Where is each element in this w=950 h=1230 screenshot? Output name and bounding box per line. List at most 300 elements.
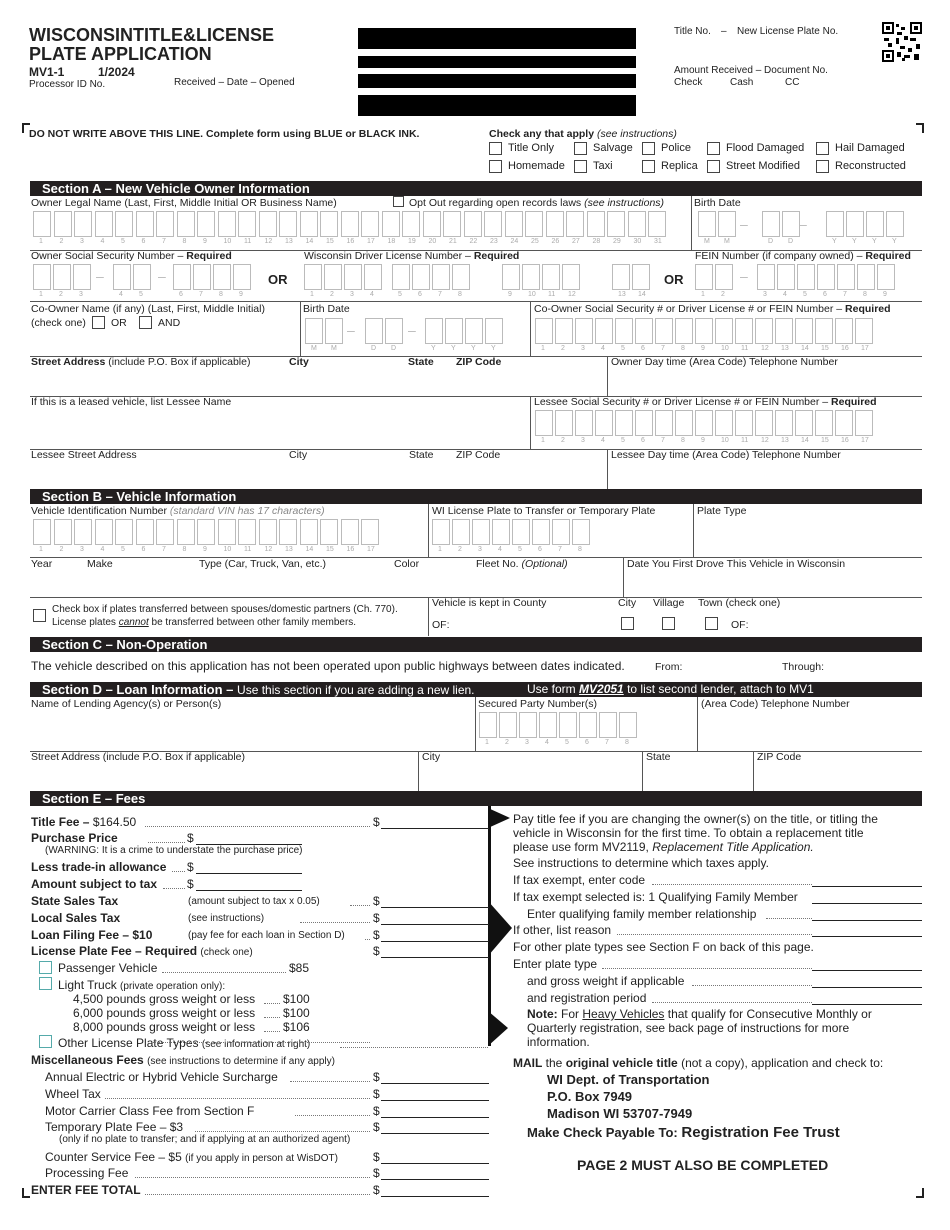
char-box-number: 6 [179,291,183,298]
char-box[interactable] [797,264,815,290]
fee-entry-line[interactable] [381,1196,489,1197]
char-box[interactable] [320,519,338,545]
fee-entry-line[interactable] [812,903,922,904]
electric-surcharge-label: Annual Electric or Hybrid Vehicle Surcharge [45,1070,278,1084]
non-operation-text: The vehicle described on this application has not been operated upon public highways between dates indicated. [31,659,625,673]
char-box[interactable] [279,519,297,545]
char-box-number: 4 [370,291,374,298]
char-box-number: 8 [863,291,867,298]
char-box[interactable] [305,318,323,344]
char-box[interactable] [320,211,338,237]
char-box[interactable] [815,318,833,344]
dollar-sign: $ [373,1120,380,1134]
char-box-number: 4 [601,345,605,352]
other-plate-note: (see information at right) [201,1039,311,1050]
char-box[interactable] [635,410,653,436]
char-box[interactable] [213,264,231,290]
fee-entry-line[interactable] [381,828,489,829]
char-box[interactable] [555,410,573,436]
fee-entry-line[interactable] [812,970,922,971]
coowner-or-checkbox[interactable] [92,316,105,329]
char-box[interactable] [177,211,195,237]
vin-label: Vehicle Identification Number [31,505,167,517]
char-box[interactable] [432,264,450,290]
fee-entry-line[interactable] [196,844,302,845]
char-box[interactable] [695,318,713,344]
char-box[interactable] [519,712,537,738]
char-box[interactable] [173,264,191,290]
town-option-label: Town [698,597,723,609]
dollar-sign: $ [373,1070,380,1084]
char-box[interactable] [432,519,450,545]
fee-entry-line[interactable] [812,1004,922,1005]
note-label: Note: [527,1007,558,1021]
town-checkbox[interactable] [705,617,718,630]
char-box[interactable] [539,712,557,738]
char-box-number: 6 [141,546,146,553]
mv2051-link[interactable]: MV2051 [579,682,624,696]
option-checkbox[interactable] [707,160,720,173]
dotted-leader [340,1047,488,1048]
char-box[interactable] [782,211,800,237]
light-truck-note: (private operation only): [120,981,226,992]
char-box[interactable] [156,211,174,237]
separator-dash: – [96,268,104,284]
option-checkbox[interactable] [642,142,655,155]
fee-entry-line[interactable] [812,987,922,988]
address-line3: Madison WI 53707-7949 [547,1106,693,1121]
char-box[interactable] [136,211,154,237]
char-box-number: 5 [139,291,143,298]
lessee-ssn-required: Required [831,396,877,408]
fee-entry-line[interactable] [381,924,489,925]
county-label: Vehicle is kept in County [432,597,547,609]
mail-rest: (not a copy), application and check to: [681,1056,884,1070]
char-box[interactable] [575,318,593,344]
amount-subject-label: Amount subject to tax [31,877,158,891]
amount-received-label: Amount Received – Document No. [674,65,828,76]
fee-entry-line[interactable] [381,907,489,908]
char-box-number: 10 [223,238,232,245]
char-box-number: 17 [367,546,375,553]
char-box-number: 6 [538,546,542,553]
char-box-number: 7 [843,291,847,298]
char-box[interactable] [795,318,813,344]
char-box[interactable] [218,211,236,237]
char-box[interactable] [54,519,72,545]
char-box[interactable] [344,264,362,290]
fee-entry-line[interactable] [196,873,302,874]
char-box[interactable] [156,519,174,545]
char-box[interactable] [193,264,211,290]
char-box[interactable] [648,211,666,237]
vin-note: (standard VIN has 17 characters) [169,505,325,517]
note-c: Quarterly registration, see back page of instructions for more [527,1021,850,1035]
char-box[interactable] [587,211,605,237]
char-box[interactable] [74,519,92,545]
char-box-number: 7 [199,291,203,298]
dotted-leader [652,884,812,885]
char-box[interactable] [777,264,795,290]
char-box[interactable] [607,211,625,237]
char-box[interactable] [382,211,400,237]
char-box-number: 4 [498,546,502,553]
char-box[interactable] [628,211,646,237]
address-line2: P.O. Box 7949 [547,1089,633,1104]
char-box[interactable] [835,410,853,436]
char-box[interactable] [555,318,573,344]
char-box[interactable] [472,519,490,545]
option-checkbox[interactable] [816,142,829,155]
char-box[interactable] [238,519,256,545]
option-checkbox[interactable] [489,142,502,155]
option-checkbox[interactable] [816,160,829,173]
dotted-leader [602,968,812,969]
char-box[interactable] [595,410,613,436]
char-box-number: 25 [531,238,539,245]
misc-fees-label: Miscellaneous Fees [31,1053,144,1067]
fee-entry-line[interactable] [812,936,922,937]
other-reason-label: If other, list reason [513,923,612,937]
fee-entry-line[interactable] [812,920,922,921]
char-box[interactable] [698,211,716,237]
char-box[interactable] [259,519,277,545]
fee-entry-line[interactable] [381,1083,489,1084]
char-box[interactable] [632,264,650,290]
char-box[interactable] [499,712,517,738]
char-box-number: 31 [654,238,662,245]
char-box[interactable] [755,410,773,436]
char-box[interactable] [53,264,71,290]
char-box[interactable] [619,712,637,738]
char-box[interactable] [532,519,550,545]
char-box[interactable] [136,519,154,545]
char-box[interactable] [817,264,835,290]
fee-entry-line[interactable] [381,957,489,958]
other-plate-checkbox[interactable] [39,1035,52,1048]
fee-entry-line[interactable] [381,941,489,942]
char-box[interactable] [95,519,113,545]
char-box[interactable] [385,318,403,344]
option-label: Salvage [593,142,633,154]
fleet-label: Fleet No. [476,558,519,570]
char-box[interactable] [300,211,318,237]
or-label: OR [664,272,684,287]
char-box[interactable] [755,318,773,344]
char-box-number: 1 [485,739,489,746]
village-checkbox[interactable] [662,617,675,630]
char-box[interactable] [115,519,133,545]
char-box[interactable] [579,712,597,738]
char-box[interactable] [655,318,673,344]
char-box[interactable] [452,519,470,545]
dollar-sign: $ [373,928,380,942]
char-box[interactable] [595,318,613,344]
dollar-sign: $ [373,1087,380,1101]
lessee-city-label: City [289,449,308,461]
char-box[interactable] [361,211,379,237]
char-box[interactable] [718,211,736,237]
char-box[interactable] [775,318,793,344]
char-box[interactable] [857,264,875,290]
char-box-number: Y [892,238,897,245]
separator-dash: – [740,268,748,284]
char-box[interactable] [464,211,482,237]
char-box[interactable] [522,264,540,290]
char-box[interactable] [599,712,617,738]
char-box-number: Y [471,345,476,352]
char-box[interactable] [485,318,503,344]
right-p1c: please use form MV2119, [513,840,649,854]
char-box[interactable] [341,211,359,237]
char-box[interactable] [715,410,733,436]
char-box[interactable] [562,264,580,290]
char-box-number: 3 [581,437,585,444]
vehicle-type-label: Type (Car, Truck, Van, etc.) [199,558,327,570]
char-box[interactable] [612,264,630,290]
char-box[interactable] [535,318,553,344]
tax-exempt-code-label: If tax exempt, enter code [513,873,646,887]
char-box[interactable] [635,318,653,344]
title-fee-amount: $164.50 [92,815,137,829]
char-box-number: 3 [525,739,529,746]
char-box[interactable] [566,211,584,237]
option-checkbox[interactable] [574,142,587,155]
char-box[interactable] [615,410,633,436]
dotted-leader [692,985,812,986]
char-box-number: 19 [408,238,416,245]
char-box[interactable] [33,211,51,237]
char-box[interactable] [835,318,853,344]
char-box[interactable] [855,318,873,344]
char-box[interactable] [795,410,813,436]
counter-fee-label: Counter Service Fee – $5 [45,1150,182,1164]
opt-out-note: (see instructions) [584,197,665,209]
char-box[interactable] [304,264,322,290]
char-box[interactable] [855,410,873,436]
passenger-amount: $85 [289,961,310,975]
char-box-number: D [371,345,377,352]
right-p2: See instructions to determine which taxes apply. [513,856,769,870]
char-box[interactable] [866,211,884,237]
right-p1c-italic: Replacement Title Application. [652,840,814,854]
char-box-number: 1 [438,546,442,553]
char-box[interactable] [259,211,277,237]
char-box-number: 2 [330,291,334,298]
char-box[interactable] [445,318,463,344]
char-box[interactable] [33,264,51,290]
char-box[interactable] [197,519,215,545]
char-box[interactable] [73,264,91,290]
dollar-sign: $ [373,1104,380,1118]
char-box[interactable] [615,318,633,344]
char-box-number: 8 [458,291,462,298]
char-box[interactable] [735,318,753,344]
char-box[interactable] [826,211,844,237]
city-option-label: City [618,597,637,609]
spouse-transfer-checkbox[interactable] [33,609,46,622]
char-box[interactable] [361,519,379,545]
char-box[interactable] [525,211,543,237]
light-truck-label: Light Truck [58,978,117,992]
fee-entry-line[interactable] [812,886,922,887]
fee-entry-line[interactable] [381,1163,489,1164]
char-box[interactable] [762,211,780,237]
town-of-label: OF: [731,619,749,631]
dotted-leader [135,1177,370,1178]
char-box[interactable] [74,211,92,237]
fee-entry-line[interactable] [381,1117,489,1118]
char-box[interactable] [402,211,420,237]
dollar-sign: $ [373,815,380,829]
char-box[interactable] [325,318,343,344]
coowner-and-checkbox[interactable] [139,316,152,329]
char-box[interactable] [572,519,590,545]
char-box[interactable] [197,211,215,237]
char-box-number: 9 [701,345,705,352]
char-box[interactable] [341,519,359,545]
use-form-label: Use form [527,682,576,696]
char-box[interactable] [133,264,151,290]
dollar-sign: $ [373,1150,380,1164]
note-a: For [561,1007,580,1021]
char-box-number: 4 [783,291,787,298]
char-box[interactable] [552,519,570,545]
char-box-number: 8 [681,345,685,352]
city-checkbox[interactable] [621,617,634,630]
char-box[interactable] [113,264,131,290]
passenger-checkbox[interactable] [39,961,52,974]
light-truck-checkbox[interactable] [39,977,52,990]
dotted-leader [195,1131,370,1132]
char-box[interactable] [886,211,904,237]
section-d-subtitle: Use this section if you are adding a new lien. [237,683,475,697]
char-box-number: 6 [585,739,589,746]
char-box[interactable] [715,264,733,290]
char-box-number: 8 [219,291,223,298]
char-box[interactable] [425,318,443,344]
wheel-tax-label: Wheel Tax [45,1087,101,1101]
option-checkbox[interactable] [574,160,587,173]
fee-entry-line[interactable] [381,1133,489,1134]
dotted-leader [264,1031,280,1032]
char-box[interactable] [365,318,383,344]
char-box-number: 20 [428,238,437,245]
char-box[interactable] [675,410,693,436]
form-date: 1/2024 [98,65,135,79]
char-box[interactable] [492,519,510,545]
option-checkbox[interactable] [707,142,720,155]
char-box[interactable] [535,410,553,436]
char-box[interactable] [324,264,342,290]
char-box[interactable] [95,211,113,237]
char-box[interactable] [443,211,461,237]
address-line1: WI Dept. of Transportation [547,1072,710,1087]
char-box[interactable] [484,211,502,237]
char-box[interactable] [364,264,382,290]
char-box[interactable] [512,519,530,545]
char-box[interactable] [505,211,523,237]
coowner-and-label: AND [158,317,181,329]
char-box[interactable] [837,264,855,290]
char-box[interactable] [392,264,410,290]
option-checkbox[interactable] [642,160,655,173]
char-box[interactable] [695,410,713,436]
fee-entry-line[interactable] [381,1179,489,1180]
dotted-leader [617,934,812,935]
char-box[interactable] [238,211,256,237]
char-box[interactable] [546,211,564,237]
corner-mark [916,123,924,133]
char-box-number: 1 [39,291,43,298]
char-box-number: 16 [841,345,849,352]
char-box[interactable] [846,211,864,237]
char-box[interactable] [412,264,430,290]
char-box-number: 5 [398,291,402,298]
char-box[interactable] [177,519,195,545]
char-box[interactable] [279,211,297,237]
char-box-number: 3 [763,291,767,298]
char-box-number: 13 [781,345,789,352]
option-label: Taxi [593,160,613,172]
char-box[interactable] [218,519,236,545]
char-box[interactable] [33,519,51,545]
char-box[interactable] [655,410,673,436]
char-box[interactable] [815,410,833,436]
char-box[interactable] [465,318,483,344]
char-box-number: 8 [182,238,187,245]
fee-entry-line[interactable] [196,890,302,891]
char-box-number: Y [431,345,436,352]
char-box-number: 9 [883,291,887,298]
char-box[interactable] [423,211,441,237]
char-box[interactable] [575,410,593,436]
char-box[interactable] [559,712,577,738]
char-box[interactable] [675,318,693,344]
char-box[interactable] [54,211,72,237]
char-box[interactable] [233,264,251,290]
char-box-number: 1 [39,238,43,245]
char-box-number: M [311,345,317,352]
city-label: City [289,356,309,368]
title-fee-label: Title Fee – [31,815,90,829]
char-box[interactable] [479,712,497,738]
char-box[interactable] [502,264,520,290]
char-box[interactable] [452,264,470,290]
owner-name-label: Owner Legal Name (Last, First, Middle Initial OR Business Name) [31,197,337,209]
char-box[interactable] [715,318,733,344]
page2-note: PAGE 2 MUST ALSO BE COMPLETED [577,1157,829,1173]
char-box[interactable] [300,519,318,545]
new-plate-label: New License Plate No. [737,26,839,37]
dollar-sign: $ [187,860,194,874]
char-box-number: D [391,345,397,352]
char-box[interactable] [757,264,775,290]
dotted-leader [145,1194,370,1195]
char-box[interactable] [695,264,713,290]
motor-carrier-label: Motor Carrier Class Fee from Section F [45,1104,255,1118]
opt-out-checkbox[interactable] [393,196,404,207]
char-box[interactable] [877,264,895,290]
cash-label: Cash [730,77,754,88]
fee-entry-line[interactable] [381,1100,489,1101]
char-box[interactable] [775,410,793,436]
char-box[interactable] [115,211,133,237]
heavy-vehicles-link[interactable]: Heavy Vehicles [582,1007,665,1021]
option-checkbox[interactable] [489,160,502,173]
char-box[interactable] [542,264,560,290]
char-box[interactable] [735,410,753,436]
